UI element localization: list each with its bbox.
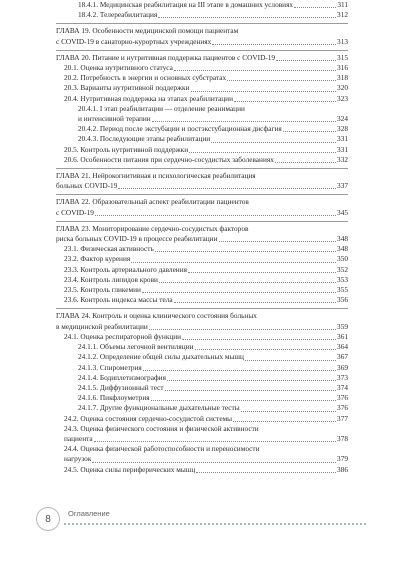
- toc-entry-title: 23.3. Контроль артериального давления: [64, 264, 187, 274]
- toc-entry[interactable]: [56, 444, 348, 464]
- dot-leader: [294, 6, 336, 8]
- toc-entry-title: 20.5. Контроль нутритивной поддержки: [64, 144, 189, 154]
- toc-page-number: 313: [337, 36, 348, 46]
- dot-leader: [118, 187, 336, 189]
- toc-entry-title-continued: больных COVID-19: [56, 181, 118, 191]
- toc-entry-title: 18.4.1. Медицинская реабилитация на III этапе в домашних условиях: [78, 0, 294, 9]
- toc-page-number: 324: [337, 114, 348, 124]
- dot-leader: [143, 369, 336, 371]
- toc-chapter[interactable]: [56, 224, 348, 244]
- dot-leader: [211, 141, 336, 143]
- dot-leader: [233, 420, 336, 422]
- toc-entry[interactable]: [56, 285, 348, 295]
- toc-entry[interactable]: [56, 94, 348, 104]
- dot-leader: [152, 120, 336, 122]
- toc-page-number: 320: [337, 83, 348, 93]
- toc-entry-title: 24.1.4. Бодиплетизмография: [78, 372, 166, 382]
- toc-entry-title: 20.4.3. Последующие этапы реабилитации: [78, 134, 211, 144]
- toc-chapter[interactable]: [56, 197, 348, 217]
- toc-page-number: 315: [337, 52, 348, 62]
- dot-leader: [182, 338, 336, 340]
- dot-leader: [159, 281, 336, 283]
- toc-entry-title: 24.4. Оценка физической работоспособности и переносимости: [64, 444, 260, 454]
- toc-entry-title: 24.5. Оценка силы периферических мышц: [64, 464, 196, 474]
- toc-page-number: 376: [337, 393, 348, 403]
- toc-page-number: 367: [337, 352, 348, 362]
- toc-page-number: 337: [337, 181, 348, 191]
- toc-entry-title: 24.2. Оценка состояния сердечно-сосудистой системы: [64, 413, 233, 423]
- toc-entry-title: 24.1.7. Другие функциональные дыхательные тесты: [78, 403, 240, 413]
- toc-entry[interactable]: [56, 10, 348, 20]
- toc-entry-title: 20.2. Потребность в энергии и основных субстратах: [64, 73, 227, 83]
- toc-entry-title: 20.4.2. Период после экстубации и постэкстубационная дисфагия: [78, 124, 282, 134]
- toc-entry-title: 23.2. Фактор курения: [64, 254, 131, 264]
- toc-entry-title: 24.3. Оценка физического состояния и физической активности: [64, 423, 259, 433]
- dot-leader: [151, 399, 336, 401]
- toc-page-number: 377: [337, 413, 348, 423]
- footer-section-label: Оглавление: [68, 509, 110, 518]
- dot-leader: [191, 90, 337, 92]
- toc-entry-title-continued: пациента: [64, 433, 93, 443]
- toc-page-number: 379: [337, 454, 348, 464]
- toc-entry[interactable]: [56, 383, 348, 393]
- toc-page-number: 361: [337, 331, 348, 341]
- dot-leader: [158, 16, 336, 18]
- toc-entry[interactable]: [56, 265, 348, 275]
- toc-page-number: 374: [337, 382, 348, 392]
- toc-entry-title-continued: в медицинской реабилитации: [56, 321, 148, 331]
- toc-entry[interactable]: [56, 332, 348, 342]
- toc-page-number: 376: [337, 403, 348, 413]
- toc-page-number: 353: [337, 274, 348, 284]
- dot-leader: [131, 261, 336, 263]
- section-divider: [56, 23, 348, 24]
- toc-page-number: 323: [337, 93, 348, 103]
- section-divider: [56, 308, 348, 309]
- toc-page-number: 348: [337, 244, 348, 254]
- toc-entry-title-continued: с COVID-19 в санаторно-курортных учреждениях: [56, 36, 212, 46]
- section-divider: [56, 50, 348, 51]
- toc-entry[interactable]: [56, 134, 348, 144]
- section-divider: [56, 221, 348, 222]
- toc-entry-title: 24.1.6. Пикфлоуметрия: [78, 393, 150, 403]
- toc-entry-title-continued: риска больных COVID-19 в процессе реабилитации: [56, 234, 218, 244]
- toc-entry[interactable]: [56, 403, 348, 413]
- toc-entry-title: ГЛАВА 22. Образовательный аспект реабилитации пациентов: [56, 197, 249, 207]
- footer-dotted-divider: [64, 523, 366, 525]
- toc-entry-title-continued: и интенсивной терапии: [78, 114, 151, 124]
- toc-page-number: 345: [337, 207, 348, 217]
- toc-page-number: 373: [337, 372, 348, 382]
- dot-leader: [149, 328, 336, 330]
- dot-leader: [283, 130, 336, 132]
- dot-leader: [245, 359, 336, 361]
- dot-leader: [234, 100, 336, 102]
- toc-entry-title: 20.3. Варианты нутритивной поддержки: [64, 83, 190, 93]
- toc-entry[interactable]: [56, 0, 348, 10]
- toc-page-number: 352: [337, 264, 348, 274]
- toc-page-number: 312: [337, 10, 348, 20]
- dot-leader: [241, 410, 336, 412]
- toc-chapter[interactable]: [56, 171, 348, 191]
- toc-entry[interactable]: [56, 275, 348, 285]
- dot-leader: [219, 240, 337, 242]
- toc-page-number: 364: [337, 342, 348, 352]
- toc-chapter[interactable]: [56, 53, 348, 63]
- toc-page-number: 359: [337, 321, 348, 331]
- toc-entry-title: 24.1.5. Диффузионный тест: [78, 382, 164, 392]
- toc-entry-title-continued: нагрузок: [64, 454, 92, 464]
- toc-entry-title: 20.6. Особенности питания при сердечно-сосудистых заболеваниях: [64, 154, 274, 164]
- toc-entry-title-continued: с COVID-19: [56, 207, 94, 217]
- dot-leader: [142, 291, 336, 293]
- toc-entry[interactable]: [56, 155, 348, 165]
- section-divider: [56, 194, 348, 195]
- toc-page-number: 348: [337, 234, 348, 244]
- toc-entry[interactable]: [56, 393, 348, 403]
- dot-leader: [212, 43, 336, 45]
- toc-chapter[interactable]: [56, 311, 348, 331]
- toc-page-number: 311: [337, 0, 348, 9]
- toc-entry-title: 23.1. Физическая активность: [64, 244, 154, 254]
- toc-entry[interactable]: [56, 244, 348, 254]
- toc-entry[interactable]: [56, 424, 348, 444]
- page-number: 8: [36, 507, 60, 531]
- toc-entry-title: ГЛАВА 20. Питание и нутритивная поддержка пациентов с COVID-19: [56, 52, 276, 62]
- toc-page-number: 318: [337, 73, 348, 83]
- toc-entry-title: 20.1. Оценка нутритивного статуса: [64, 63, 173, 73]
- toc-entry-title: 24.1.3. Спирометрия: [78, 362, 142, 372]
- dot-leader: [195, 348, 337, 350]
- toc-page-number: 356: [337, 295, 348, 305]
- toc-entry[interactable]: [56, 83, 348, 93]
- toc-entry-title: 23.4. Контроль липидов крови: [64, 274, 158, 284]
- toc-page-number: 331: [337, 144, 348, 154]
- toc-entry[interactable]: [56, 352, 348, 362]
- toc-entry-title: 20.4. Нутритивная поддержка на этапах реабилитации: [64, 93, 233, 103]
- toc-entry[interactable]: [56, 342, 348, 352]
- dot-leader: [155, 250, 336, 252]
- toc-entry-title: 24.1.1. Объемы легочной вентиляции: [78, 342, 194, 352]
- dot-leader: [275, 161, 336, 163]
- toc-page-number: 378: [337, 433, 348, 443]
- toc-entry-title: ГЛАВА 23. Мониторирование сердечно-сосудистых факторов: [56, 223, 249, 233]
- toc-entry[interactable]: [56, 145, 348, 155]
- toc-entry[interactable]: [56, 295, 348, 305]
- toc-page-number: 369: [337, 362, 348, 372]
- dot-leader: [167, 379, 336, 381]
- toc-entry[interactable]: [56, 73, 348, 83]
- toc-page-number: 328: [337, 124, 348, 134]
- dot-leader: [174, 69, 336, 71]
- dot-leader: [92, 461, 336, 463]
- toc-page-number: 350: [337, 254, 348, 264]
- toc-entry[interactable]: [56, 254, 348, 264]
- toc-entry[interactable]: [56, 104, 348, 124]
- toc-page-number: 316: [337, 63, 348, 73]
- toc-entry[interactable]: [56, 124, 348, 134]
- toc-chapter[interactable]: [56, 26, 348, 46]
- section-divider: [56, 168, 348, 169]
- toc-entry[interactable]: [56, 363, 348, 373]
- dot-leader: [196, 471, 336, 473]
- toc-entry-title: 23.6. Контроль индекса массы тела: [64, 295, 173, 305]
- dot-leader: [276, 59, 336, 61]
- page-footer: [36, 507, 366, 531]
- dot-leader: [95, 214, 336, 216]
- dot-leader: [189, 151, 336, 153]
- table-of-contents: [56, 0, 348, 475]
- toc-entry-title: 20.4.1. I этап реабилитации — отделение реанимации: [78, 103, 245, 113]
- dot-leader: [188, 271, 336, 273]
- toc-page-number: 386: [337, 464, 348, 474]
- toc-entry-title: 18.4.2. Телереабилитация: [78, 10, 158, 20]
- toc-entry-title: 23.5. Контроль гликемии: [64, 285, 141, 295]
- toc-entry-title: 24.1. Оценка респираторной функции: [64, 331, 182, 341]
- dot-leader: [165, 389, 336, 391]
- toc-entry-title: 24.1.2. Определение общей силы дыхательных мышц: [78, 352, 244, 362]
- toc-entry[interactable]: [56, 414, 348, 424]
- toc-entry[interactable]: [56, 373, 348, 383]
- toc-page-number: 332: [337, 154, 348, 164]
- toc-entry-title: ГЛАВА 19. Особенности медицинской помощи пациентам: [56, 26, 239, 36]
- toc-entry[interactable]: [56, 63, 348, 73]
- toc-entry-title: ГЛАВА 21. Нейрокогнитивная и психологическая реабилитация: [56, 171, 256, 181]
- dot-leader: [227, 79, 336, 81]
- toc-entry[interactable]: [56, 465, 348, 475]
- dot-leader: [174, 301, 336, 303]
- toc-entry-title: ГЛАВА 24. Контроль и оценка клинического состояния больных: [56, 311, 257, 321]
- dot-leader: [94, 440, 336, 442]
- toc-page-number: 331: [337, 134, 348, 144]
- toc-page-number: 355: [337, 285, 348, 295]
